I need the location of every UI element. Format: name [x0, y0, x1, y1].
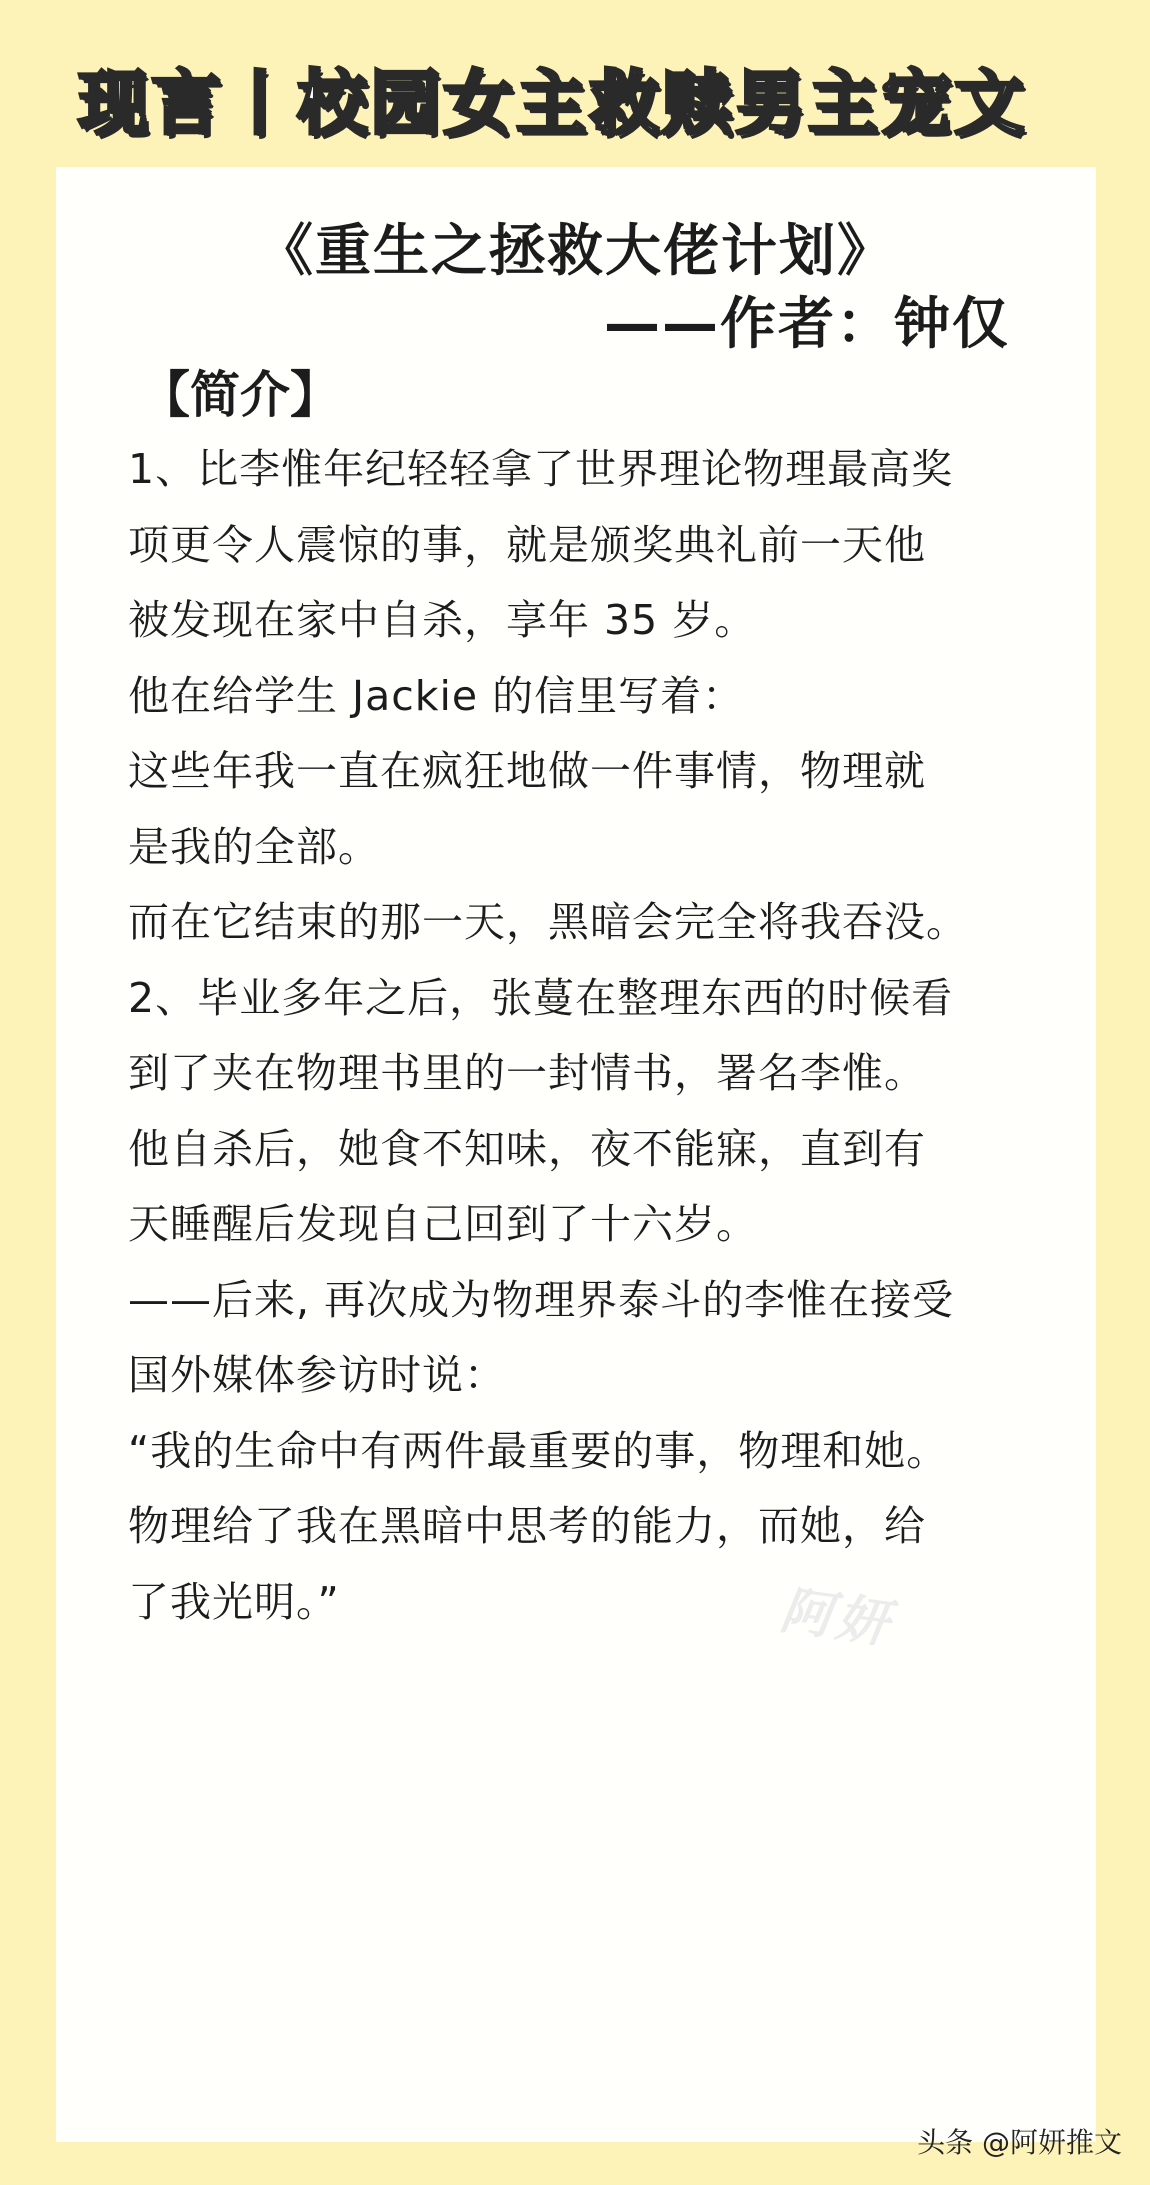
summary-line: 他自杀后，她食不知味，夜不能寐，直到有 [128, 1124, 926, 1173]
book-title: 《重生之拯救大佬计划》 [257, 219, 895, 284]
summary-line: 国外媒体参访时说： [128, 1351, 506, 1399]
summary-line: 了我光明。” [128, 1577, 340, 1626]
page-title: 现言丨校园女主救赎男主宠文 [78, 61, 1027, 144]
summary-line: 物理给了我在黑暗中思考的能力，而她，给 [128, 1502, 926, 1550]
summary-line: 他在给学生 Jackie 的信里写着： [128, 671, 745, 720]
summary-text [128, 432, 1068, 1640]
summary-line: 1、比李惟年纪轻轻拿了世界理论物理最高奖 [128, 445, 954, 493]
content-card [56, 167, 1096, 2142]
summary-line: 天睡醒后发现自己回到了十六岁。 [128, 1200, 758, 1248]
summary-line: 2、毕业多年之后，张蔓在整理东西的时候看 [128, 973, 954, 1022]
book-author: ——作者：钟仅 [604, 292, 1010, 357]
summary-line: 项更令人震惊的事，就是颁奖典礼前一天他 [128, 520, 926, 569]
source-watermark: 头条 @阿妍推文 [917, 2126, 1122, 2159]
summary-line: 这些年我一直在疯狂地做一件事情，物理就 [128, 747, 926, 795]
summary-line: 到了夹在物理书里的一封情书，署名李惟。 [128, 1049, 926, 1097]
summary-heading: 【简介】 [140, 366, 340, 424]
watermark: 阿妍 [776, 1579, 897, 1656]
summary-line: 是我的全部。 [128, 822, 380, 871]
summary-line: 而在它结束的那一天，黑暗会完全将我吞没。 [128, 898, 968, 946]
summary-line: ——后来, 再次成为物理界泰斗的李惟在接受 [128, 1275, 955, 1324]
summary-line: “我的生命中有两件最重要的事，物理和她。 [128, 1426, 949, 1475]
summary-line: 被发现在家中自杀，享年 35 岁。 [128, 596, 757, 644]
